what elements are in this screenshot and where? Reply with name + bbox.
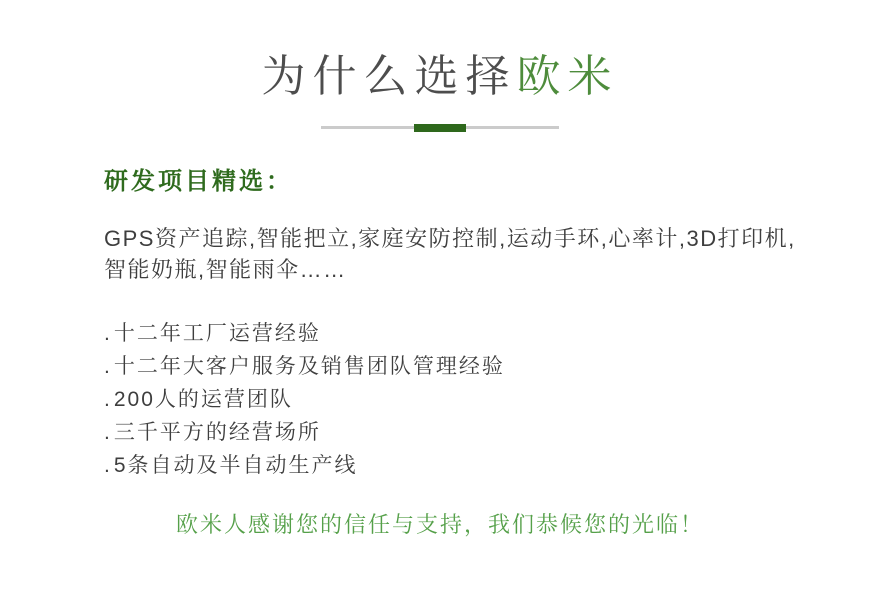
list-item-text: 5条自动及半自动生产线 (113, 454, 358, 477)
page-title-text: 为什么选择 (261, 52, 517, 101)
list-item (104, 383, 800, 416)
section-header (0, 0, 880, 132)
list-item-marker: . (104, 388, 112, 411)
intro-line-2: 智能奶瓶,智能雨伞…… (104, 257, 347, 282)
list-item-marker: . (104, 355, 112, 378)
title-divider (321, 124, 559, 132)
list-item-marker: . (104, 421, 112, 444)
list-item (104, 449, 800, 482)
section-content (0, 132, 880, 482)
page-title-brand: 欧米 (516, 52, 619, 101)
page-title (0, 50, 880, 104)
intro-line-1: GPS资产追踪,智能把立,家庭安防控制,运动手环,心率计,3D打印机, (104, 226, 796, 251)
list-item-marker: . (104, 322, 112, 345)
section-heading: 研发项目精选： (104, 168, 293, 195)
list-item-text: 200人的运营团队 (113, 388, 293, 411)
list-item-marker: . (104, 454, 112, 477)
footer-message: 欧米人感谢您的信任与支持，我们恭候您的光临！ (175, 512, 704, 537)
list-item (104, 317, 800, 350)
intro-paragraph (104, 223, 800, 285)
list-item-text: 十二年工厂运营经验 (113, 322, 321, 345)
list-item-text: 十二年大客户服务及销售团队管理经验 (113, 355, 505, 378)
feature-list (104, 317, 800, 482)
list-item (104, 350, 800, 383)
list-item-text: 三千平方的经营场所 (113, 421, 321, 444)
list-item (104, 416, 800, 449)
divider-accent-block (414, 124, 466, 132)
